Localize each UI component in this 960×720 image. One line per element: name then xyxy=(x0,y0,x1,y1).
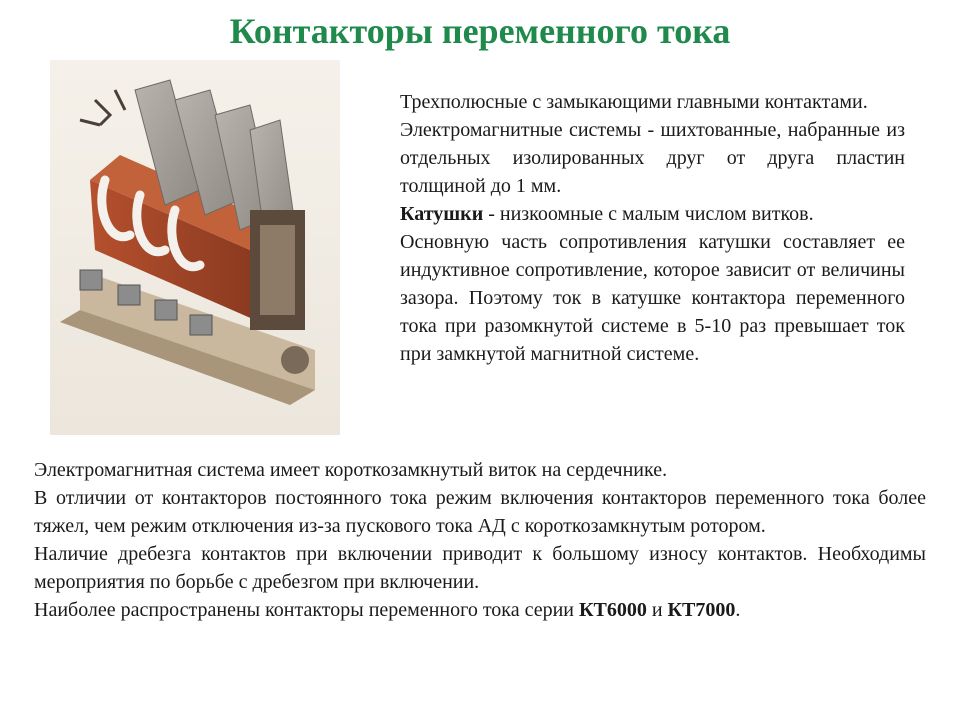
series-end: . xyxy=(735,599,741,621)
contactor-photo-icon xyxy=(50,60,340,435)
bottom-text xyxy=(34,456,926,624)
series-kt7000: КТ7000 xyxy=(667,599,736,621)
coils-desc: - низкоомные с малым числом витков. xyxy=(483,203,814,225)
right-column-text xyxy=(400,88,905,368)
series-kt6000: КТ6000 xyxy=(579,599,647,621)
series-intro: Наиболее распространены контакторы переменного тока серии xyxy=(34,599,579,621)
paragraph-switching-mode: В отличии от контакторов постоянного тока режим включения контакторов переменного тока более тяжел, чем режим отключения из-за пускового тока АД с короткозамкнутым ротором. xyxy=(34,487,926,537)
paragraph-bounce: Наличие дребезга контактов при включении приводит к большому износу контактов. Необходимы мероприятия по борьбе с дребезгом при включении. xyxy=(34,543,926,593)
paragraph-coils xyxy=(400,200,905,228)
page-title: Контакторы переменного тока xyxy=(229,11,731,51)
paragraph-series xyxy=(34,596,926,624)
paragraph-three-pole: Трехполюсные с замыкающими главными контактами. xyxy=(400,91,868,113)
paragraph-magnetic-systems: Электромагнитные системы - шихтованные, набранные из отдельных изолированных друг от друга пластин толщиной до 1 мм. xyxy=(400,119,905,197)
series-and: и xyxy=(646,599,668,621)
coils-term: Катушки xyxy=(400,203,484,225)
paragraph-short-circuit: Электромагнитная система имеет короткозамкнутый виток на сердечнике. xyxy=(34,459,668,481)
contactor-photo xyxy=(50,60,340,435)
paragraph-resistance: Основную часть сопротивления катушки составляет ее индуктивное сопротивление, которое зависит от величины зазора. Поэтому ток в катушке контактора переменного тока при разомкнутой системе в 5-10 раз превышает ток при замкнутой магнитной системе. xyxy=(400,231,905,365)
